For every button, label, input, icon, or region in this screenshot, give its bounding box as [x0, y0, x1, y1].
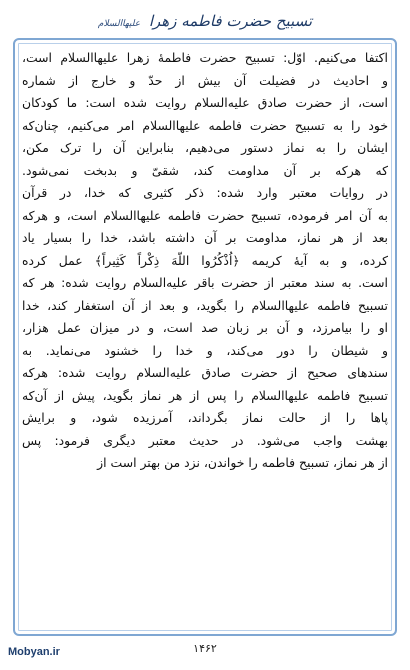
text-line: از هر نماز، تسبیح فاطمه را خواندن، نزد من بهتر است از — [97, 455, 388, 470]
text-line: و احادیث در فضیلت آن بیش از حدّ و خارج از شماره — [22, 72, 388, 88]
text-line: اکتفا می‌کنیم. اوّل: تسبیح حضرت فاطمهٔ زهرا علیهاالسلام است، — [22, 50, 388, 65]
text-line: است، از حضرت صادق علیه‌السلام روایت شده است: ما کودکان — [22, 95, 388, 110]
text-line: و شیطان را دور می‌کند، و خدا را خشنود می‌نماید. به — [22, 342, 388, 358]
site-watermark[interactable]: Mobyan.ir — [8, 646, 60, 658]
text-line: ایشان را به نماز دستور می‌دهیم، بنابراین آن را ترک مکن، — [22, 140, 388, 155]
text-line: خود را به تسبیح حضرت فاطمه علیهاالسلام امر می‌کنیم، چنان‌که — [22, 117, 388, 133]
text-line: بعد از هر نماز، مداومت بر آن داشته باشد، خدا را بسیار یاد — [22, 230, 388, 245]
text-line: پاها را از حالت نماز بگرداند، آمرزیده شود، و برایش — [22, 410, 388, 425]
page-header — [70, 6, 340, 36]
text-line: که هرکه بر آن مداومت کند، شقیّ و بدبخت نمی‌شود. — [22, 162, 388, 178]
text-line: او را بیامرزد، و آن بر زبان صد است، و در میزان عمل هزار، — [22, 320, 388, 335]
text-line: سندهای صحیح از حضرت صادق علیه‌السلام روایت شده: هرکه — [22, 365, 388, 380]
text-line: است. به سند معتبر از حضرت باقر علیه‌السلام روایت شده: هر که — [22, 275, 388, 290]
body-text — [22, 47, 388, 629]
header-honorific: علیهاالسلام — [97, 19, 141, 29]
text-line: تسبیح فاطمه علیهاالسلام را بگوید، و بعد از آن استغفار کند، خدا — [22, 297, 388, 313]
text-line: بهشت واجب می‌شود. در حدیث معتبر دیگری فرمود: پس — [22, 432, 388, 448]
text-line: کرده، و به آیهٔ کریمه ﴿اُذْکُرُوا اللّهَ ذِکْراً کَثِیراً﴾ عمل کرده — [22, 252, 388, 268]
header-title: تسبیح حضرت فاطمه زهرا — [148, 12, 313, 30]
page-number: ۱۴۶۲ — [193, 642, 217, 655]
text-line: تسبیح فاطمه علیهاالسلام را پس از هر نماز بگوید، پیش از آن‌که — [22, 387, 388, 403]
text-line: به آن امر فرموده، تسبیح حضرت فاطمه علیهاالسلام است، و هرکه — [22, 207, 388, 223]
text-line: در روایات معتبر وارد شده: ذکر کثیری که خدا، در قرآن — [22, 185, 388, 200]
